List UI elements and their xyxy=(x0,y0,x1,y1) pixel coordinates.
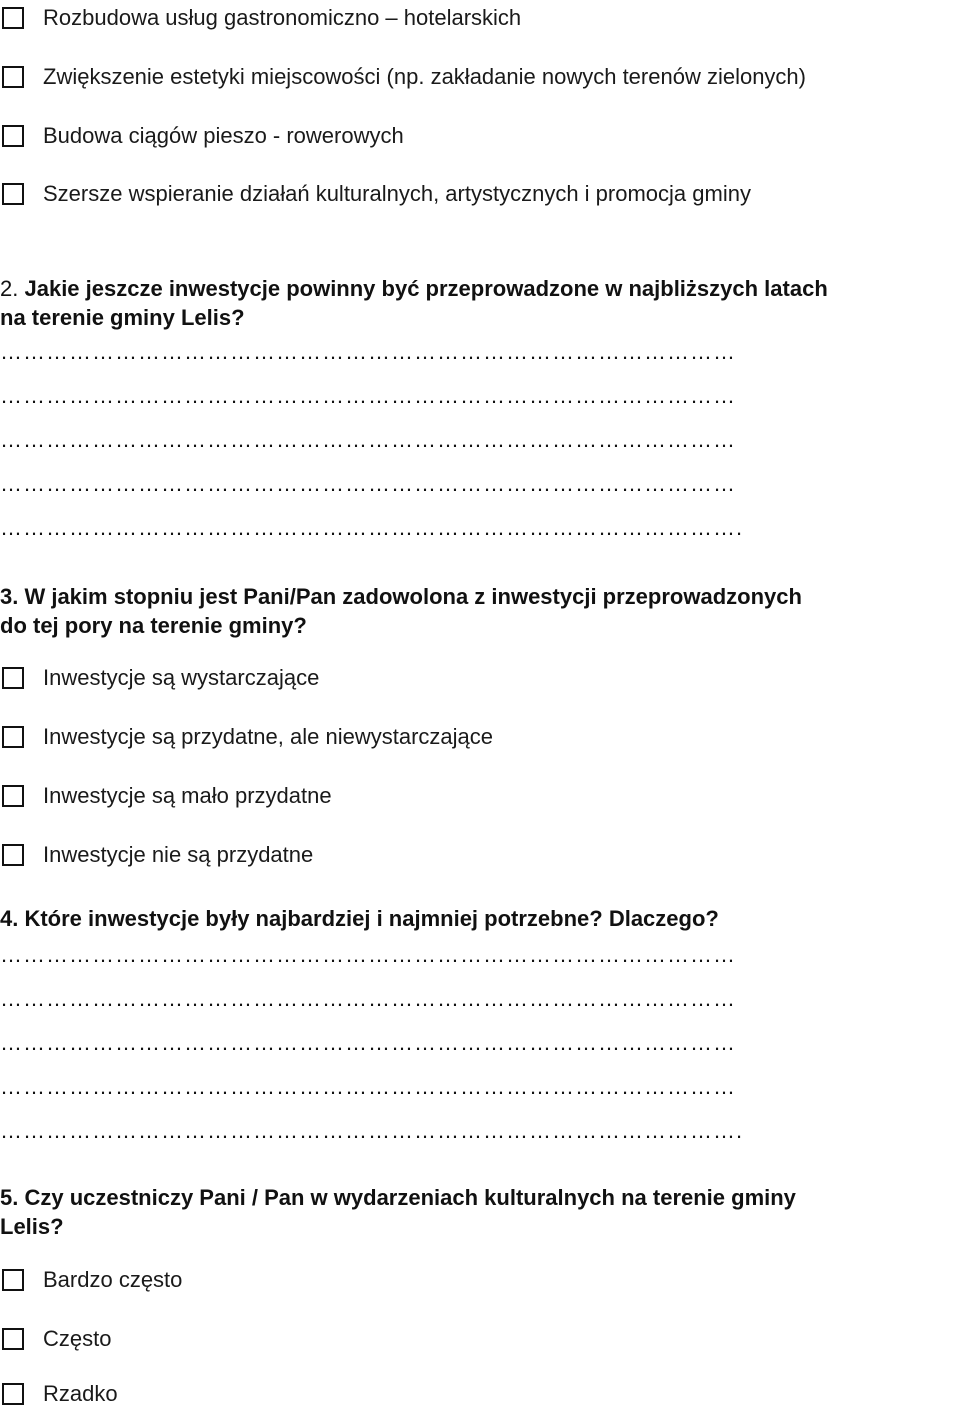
question-text: 4. Które inwestycje były najbardziej i najmniej potrzebne? Dlaczego? xyxy=(0,906,719,931)
option-label: Inwestycje są mało przydatne xyxy=(43,783,332,808)
checkbox-icon[interactable] xyxy=(2,667,24,689)
option-label: Inwestycje są przydatne, ale niewystarczające xyxy=(43,724,493,749)
question-text-line2: do tej pory na terenie gminy? xyxy=(0,613,307,638)
answer-line[interactable]: ……………………………………………………………………………………. xyxy=(0,516,744,540)
answer-line[interactable]: …………………………………………………………………………………… xyxy=(0,987,736,1011)
checkbox-icon[interactable] xyxy=(2,125,24,147)
option-often[interactable] xyxy=(2,1324,111,1354)
option-rarely[interactable] xyxy=(2,1379,118,1409)
question-text-line1: Jakie jeszcze inwestycje powinny być przeprowadzone w najbliższych latach xyxy=(24,276,828,301)
checkbox-icon[interactable] xyxy=(2,1328,24,1350)
option-culture[interactable] xyxy=(2,179,751,209)
checkbox-icon[interactable] xyxy=(2,726,24,748)
question-4 xyxy=(0,904,960,933)
option-label: Często xyxy=(43,1326,112,1351)
checkbox-icon[interactable] xyxy=(2,7,24,29)
option-very-often[interactable] xyxy=(2,1265,182,1295)
question-number: 2. xyxy=(0,276,19,301)
option-label: Rzadko xyxy=(43,1381,118,1406)
option-label: Budowa ciągów pieszo - rowerowych xyxy=(43,123,404,148)
checkbox-icon[interactable] xyxy=(2,183,24,205)
option-not-useful[interactable] xyxy=(2,840,313,870)
checkbox-icon[interactable] xyxy=(2,844,24,866)
option-sufficient[interactable] xyxy=(2,663,319,693)
question-text-line2: Lelis? xyxy=(0,1214,64,1239)
question-text-line2: na terenie gminy Lelis? xyxy=(0,305,245,330)
option-bike-paths[interactable] xyxy=(2,121,404,151)
option-label: Zwiększenie estetyki miejscowości (np. zakładanie nowych terenów zielonych) xyxy=(43,64,806,89)
option-little-useful[interactable] xyxy=(2,781,332,811)
option-gastronomy[interactable] xyxy=(2,3,521,33)
answer-line[interactable]: …………………………………………………………………………………… xyxy=(0,428,736,452)
option-label: Inwestycje są wystarczające xyxy=(43,665,320,690)
answer-line[interactable]: …………………………………………………………………………………… xyxy=(0,472,736,496)
answer-line[interactable]: …………………………………………………………………………………… xyxy=(0,1075,736,1099)
checkbox-icon[interactable] xyxy=(2,785,24,807)
answer-line[interactable]: …………………………………………………………………………………… xyxy=(0,943,736,967)
option-aesthetics[interactable] xyxy=(2,62,806,92)
option-label: Inwestycje nie są przydatne xyxy=(43,842,314,867)
question-text-line1: 5. Czy uczestniczy Pani / Pan w wydarzeniach kulturalnych na terenie gminy xyxy=(0,1185,796,1210)
answer-line[interactable]: …………………………………………………………………………………… xyxy=(0,384,736,408)
option-label: Bardzo często xyxy=(43,1267,183,1292)
option-label: Szersze wspieranie działań kulturalnych, artystycznych i promocja gminy xyxy=(43,181,751,206)
answer-line[interactable]: ……………………………………………………………………………………. xyxy=(0,1119,744,1143)
question-5 xyxy=(0,1183,960,1241)
checkbox-icon[interactable] xyxy=(2,66,24,88)
answer-line[interactable]: …………………………………………………………………………………… xyxy=(0,1031,736,1055)
question-text-line1: 3. W jakim stopniu jest Pani/Pan zadowolona z inwestycji przeprowadzonych xyxy=(0,584,802,609)
question-2 xyxy=(0,274,960,332)
answer-line[interactable]: …………………………………………………………………………………… xyxy=(0,340,736,364)
option-label: Rozbudowa usług gastronomiczno – hotelarskich xyxy=(43,5,522,30)
checkbox-icon[interactable] xyxy=(2,1383,24,1405)
option-useful-insufficient[interactable] xyxy=(2,722,493,752)
checkbox-icon[interactable] xyxy=(2,1269,24,1291)
question-3 xyxy=(0,582,960,640)
